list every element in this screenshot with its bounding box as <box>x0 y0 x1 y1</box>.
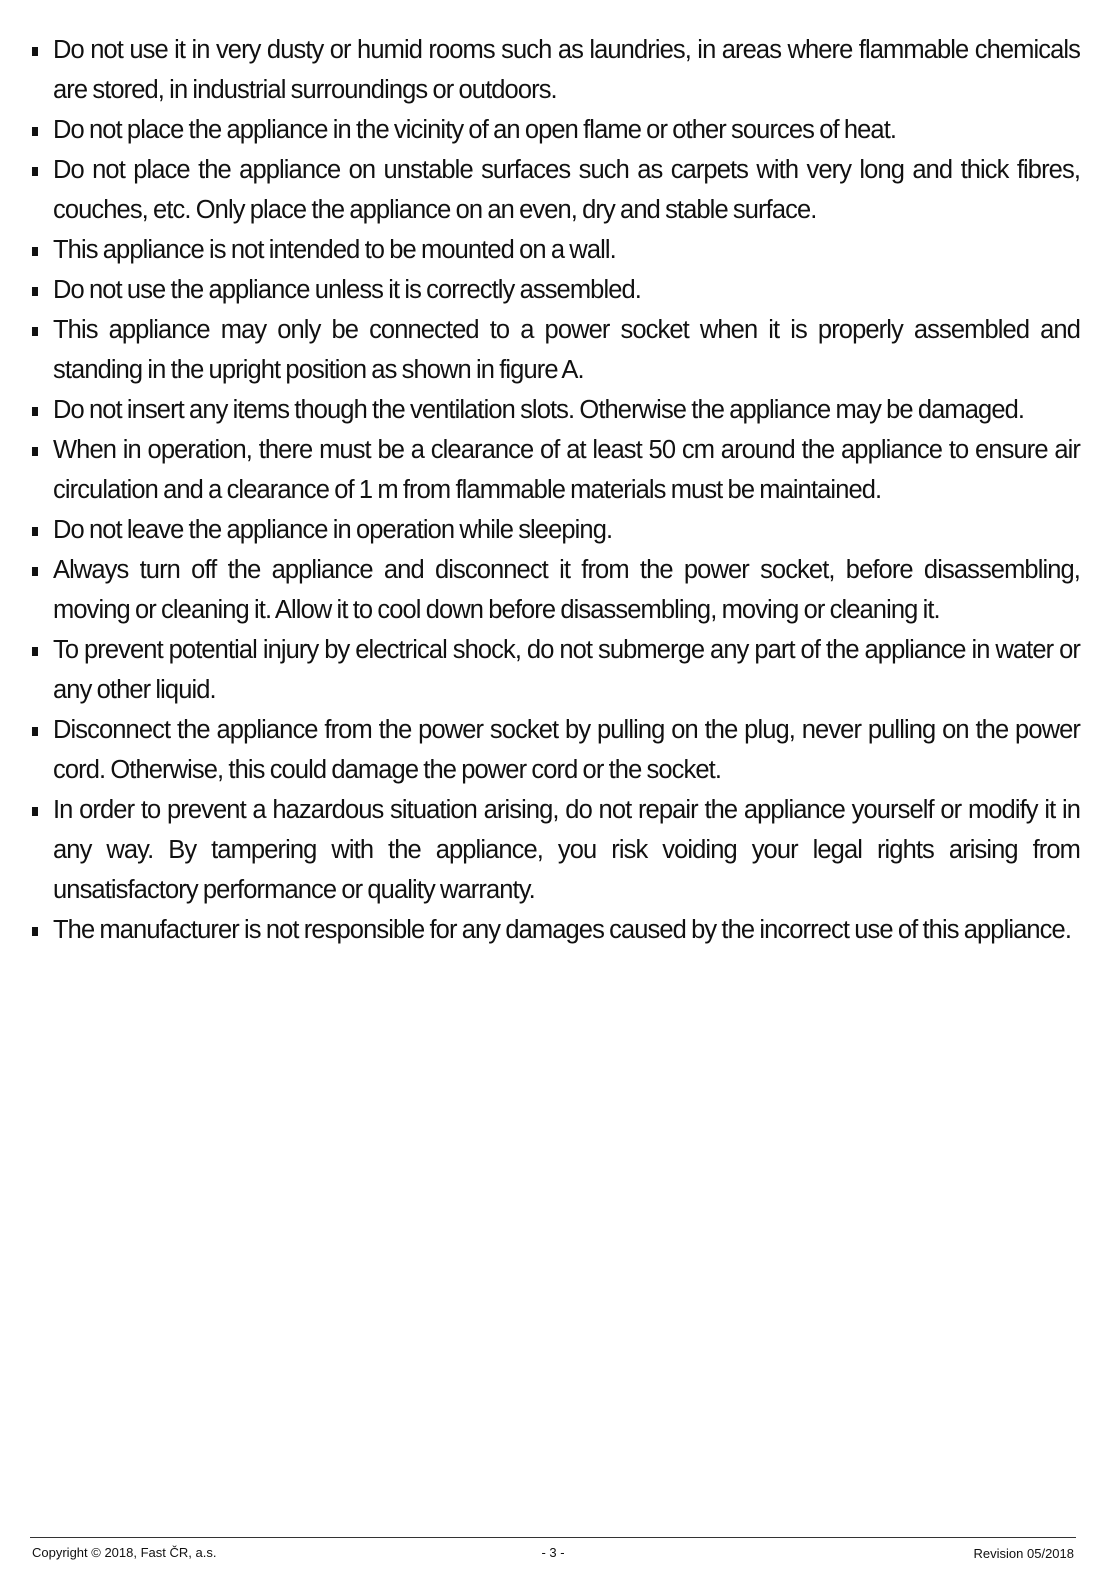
bullet-icon <box>32 807 38 816</box>
list-item-text: Do not place the appliance on unstable surfaces such as carpets with very long and thick fibres, couches, etc. Only place the appliance on an even, dry and stable surface. <box>53 156 1080 224</box>
list-item-text: Do not leave the appliance in operation while sleeping. <box>53 516 613 544</box>
list-item <box>30 230 1080 270</box>
list-item-text: In order to prevent a hazardous situation arising, do not repair the appliance yourself or modify it in any way. By tampering with the appliance, you risk voiding your legal rights arising from unsatisfactory performance or quality warranty. <box>53 796 1080 904</box>
list-item <box>30 150 1080 230</box>
footer-page-number: - 3 - <box>541 1545 565 1560</box>
list-item-text: Do not use the appliance unless it is correctly assembled. <box>53 276 641 304</box>
list-item-text: This appliance is not intended to be mounted on a wall. <box>53 236 616 264</box>
page-footer <box>30 1537 1076 1568</box>
bullet-icon <box>32 47 38 56</box>
list-item-text: Disconnect the appliance from the power socket by pulling on the plug, never pulling on the power cord. Otherwise, this could damage the power cord or the socket. <box>53 716 1080 784</box>
footer-revision: Revision 05/2018 <box>973 1546 1074 1561</box>
bullet-icon <box>32 567 38 576</box>
list-item <box>30 430 1080 510</box>
bullet-icon <box>32 527 38 536</box>
list-item <box>30 390 1080 430</box>
list-item <box>30 510 1080 550</box>
list-item <box>30 110 1080 150</box>
list-item <box>30 630 1080 710</box>
bullet-icon <box>32 167 38 176</box>
list-item <box>30 710 1080 790</box>
list-item-text: Do not use it in very dusty or humid rooms such as laundries, in areas where flammable chemicals are stored, in industrial surroundings or outdoors. <box>53 36 1080 104</box>
list-item <box>30 790 1080 910</box>
bullet-icon <box>32 247 38 256</box>
list-item-text: Always turn off the appliance and disconnect it from the power socket, before disassembling, moving or cleaning it. Allow it to cool down before disassembling, moving or cleaning it. <box>53 556 1080 624</box>
bullet-icon <box>32 287 38 296</box>
list-item-text: When in operation, there must be a clearance of at least 50 cm around the appliance to ensure air circulation and a clearance of 1 m from flammable materials must be maintained. <box>53 436 1080 504</box>
list-item-text: The manufacturer is not responsible for any damages caused by the incorrect use of this appliance. <box>53 916 1072 944</box>
bullet-icon <box>32 127 38 136</box>
list-item <box>30 30 1080 110</box>
bullet-icon <box>32 327 38 336</box>
bullet-icon <box>32 727 38 736</box>
list-item-text: This appliance may only be connected to a power socket when it is properly assembled and standing in the upright position as shown in figure A. <box>53 316 1080 384</box>
safety-instructions-list <box>30 30 1080 950</box>
bullet-icon <box>32 407 38 416</box>
list-item <box>30 270 1080 310</box>
list-item <box>30 910 1080 950</box>
bullet-icon <box>32 447 38 456</box>
list-item-text: Do not insert any items though the ventilation slots. Otherwise the appliance may be damaged. <box>53 396 1025 424</box>
bullet-icon <box>32 927 38 936</box>
list-item-text: To prevent potential injury by electrical shock, do not submerge any part of the appliance in water or any other liquid. <box>53 636 1080 704</box>
list-item <box>30 550 1080 630</box>
footer-copyright: Copyright © 2018, Fast ČR, a.s. <box>32 1545 217 1560</box>
list-item-text: Do not place the appliance in the vicinity of an open flame or other sources of heat. <box>53 116 897 144</box>
list-item <box>30 310 1080 390</box>
bullet-icon <box>32 647 38 656</box>
